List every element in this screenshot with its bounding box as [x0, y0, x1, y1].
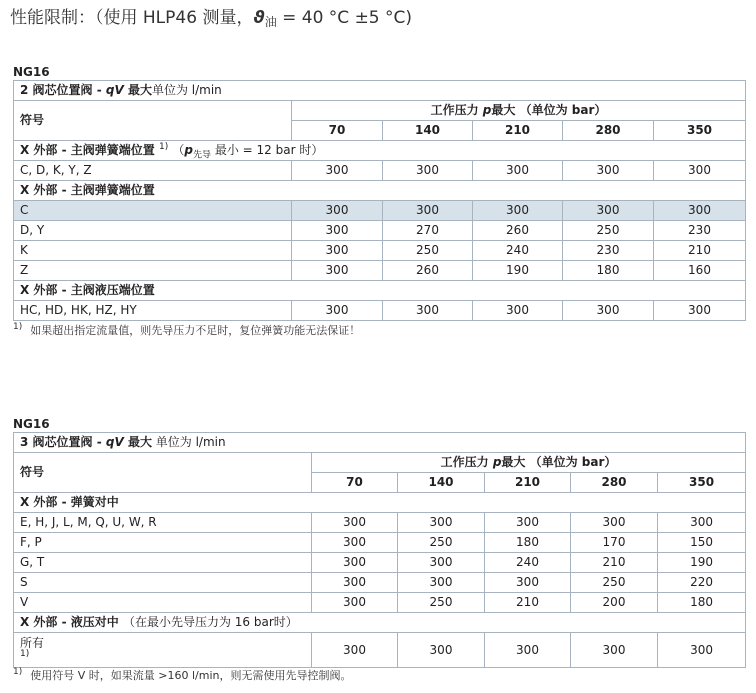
- pressure-column-header: 280: [571, 473, 658, 493]
- value-cell: 230: [563, 241, 654, 261]
- value-cell: 250: [398, 533, 485, 553]
- symbol-cell: G, T: [14, 553, 312, 573]
- value-cell: 300: [312, 593, 398, 613]
- table-row: [14, 301, 746, 321]
- group-header: X 外部 - 液压对中 （在最小先导压力为 16 bar时）: [14, 613, 746, 633]
- group-header: X 外部 - 主阀弹簧端位置: [14, 181, 746, 201]
- pressure-column-header: 350: [658, 473, 746, 493]
- performance-table-2-position: [13, 80, 746, 321]
- value-cell: 300: [563, 161, 654, 181]
- table-caption-row: [14, 433, 746, 453]
- table-row: [14, 633, 746, 668]
- value-cell: 170: [571, 533, 658, 553]
- value-cell: 210: [571, 553, 658, 573]
- value-cell: 210: [485, 593, 571, 613]
- value-cell: 300: [383, 161, 473, 181]
- table-row: [14, 161, 746, 181]
- value-cell: 220: [658, 573, 746, 593]
- value-cell: 300: [654, 301, 746, 321]
- symbol-cell: S: [14, 573, 312, 593]
- pressure-column-header: 350: [654, 121, 746, 141]
- table-row: [14, 553, 746, 573]
- value-cell: 300: [485, 573, 571, 593]
- value-cell: 300: [473, 301, 563, 321]
- pressure-column-header: 140: [398, 473, 485, 493]
- value-cell: 300: [383, 301, 473, 321]
- value-cell: 300: [312, 513, 398, 533]
- value-cell: 260: [383, 261, 473, 281]
- symbol-cell: D, Y: [14, 221, 292, 241]
- value-cell: 300: [312, 553, 398, 573]
- value-cell: 200: [571, 593, 658, 613]
- table-row: [14, 533, 746, 553]
- table-row-highlighted: [14, 201, 746, 221]
- pressure-header: 工作压力 p最大 （单位为 bar）: [292, 101, 746, 121]
- value-cell: 180: [658, 593, 746, 613]
- table-row: [14, 593, 746, 613]
- pressure-column-header: 70: [292, 121, 383, 141]
- ng16-size-label: NG16: [13, 417, 50, 431]
- table-row: [14, 241, 746, 261]
- symbol-cell: 所有 $^{1)}$: [14, 633, 312, 668]
- value-cell: 300: [658, 513, 746, 533]
- footnote: $^{1)}$ 使用符号 V 时，如果流量 >160 l/min，则无需使用先导控制阀。: [13, 667, 352, 682]
- value-cell: 180: [485, 533, 571, 553]
- symbol-header: 符号: [14, 101, 292, 141]
- pressure-column-header: 210: [473, 121, 563, 141]
- value-cell: 300: [292, 221, 383, 241]
- performance-table-3-position: [13, 432, 746, 668]
- symbol-cell: C, D, K, Y, Z: [14, 161, 292, 181]
- symbol-cell: K: [14, 241, 292, 261]
- value-cell: 300: [292, 241, 383, 261]
- table-caption-row: [14, 81, 746, 101]
- value-cell: 300: [292, 201, 383, 221]
- value-cell: 300: [292, 261, 383, 281]
- pressure-header: 工作压力 p最大 （单位为 bar）: [312, 453, 746, 473]
- value-cell: 300: [383, 201, 473, 221]
- value-cell: 190: [658, 553, 746, 573]
- symbol-cell: V: [14, 593, 312, 613]
- ng16-size-label: NG16: [13, 65, 50, 79]
- value-cell: 300: [292, 161, 383, 181]
- value-cell: 300: [571, 633, 658, 668]
- group-header: X 外部 - 主阀液压端位置: [14, 281, 746, 301]
- footnote: $^{1)}$ 如果超出指定流量值，则先导压力不足时，复位弹簧功能无法保证！: [13, 322, 361, 337]
- table-row: [14, 261, 746, 281]
- value-cell: 300: [312, 533, 398, 553]
- value-cell: 240: [485, 553, 571, 573]
- page-title: 性能限制：（使用 HLP46 测量，$ϑ_油 = 40$ °C ±5 °C): [10, 8, 413, 29]
- table-caption: 2 阀芯位置阀 - qV 最大单位为 l/min: [14, 81, 746, 101]
- table-row: [14, 513, 746, 533]
- value-cell: 210: [654, 241, 746, 261]
- value-cell: 250: [571, 573, 658, 593]
- value-cell: 250: [383, 241, 473, 261]
- symbol-cell: F, P: [14, 533, 312, 553]
- value-cell: 300: [658, 633, 746, 668]
- value-cell: 230: [654, 221, 746, 241]
- value-cell: 190: [473, 261, 563, 281]
- value-cell: 300: [398, 573, 485, 593]
- value-cell: 300: [563, 301, 654, 321]
- value-cell: 300: [654, 161, 746, 181]
- value-cell: 300: [563, 201, 654, 221]
- table-row: [14, 573, 746, 593]
- value-cell: 300: [571, 513, 658, 533]
- value-cell: 160: [654, 261, 746, 281]
- group-header: X 外部 - 弹簧对中: [14, 493, 746, 513]
- symbol-cell: HC, HD, HK, HZ, HY: [14, 301, 292, 321]
- value-cell: 300: [292, 301, 383, 321]
- value-cell: 240: [473, 241, 563, 261]
- value-cell: 250: [563, 221, 654, 241]
- value-cell: 270: [383, 221, 473, 241]
- value-cell: 260: [473, 221, 563, 241]
- symbol-cell: E, H, J, L, M, Q, U, W, R: [14, 513, 312, 533]
- value-cell: 300: [473, 201, 563, 221]
- value-cell: 300: [473, 161, 563, 181]
- table-caption: 3 阀芯位置阀 - qV 最大 单位为 l/min: [14, 433, 746, 453]
- value-cell: 300: [398, 553, 485, 573]
- symbol-header: 符号: [14, 453, 312, 493]
- pressure-column-header: 70: [312, 473, 398, 493]
- value-cell: 300: [312, 633, 398, 668]
- table-row: [14, 221, 746, 241]
- value-cell: 180: [563, 261, 654, 281]
- value-cell: 250: [398, 593, 485, 613]
- symbol-cell: C: [14, 201, 292, 221]
- value-cell: 150: [658, 533, 746, 553]
- pressure-column-header: 210: [485, 473, 571, 493]
- pressure-column-header: 140: [383, 121, 473, 141]
- symbol-cell: Z: [14, 261, 292, 281]
- group-header: X 外部 - 主阀弹簧端位置 $^{1)}$ （$p_{先导}$ 最小 = 12 bar 时）: [14, 141, 746, 161]
- value-cell: 300: [312, 573, 398, 593]
- value-cell: 300: [485, 633, 571, 668]
- value-cell: 300: [485, 513, 571, 533]
- pressure-column-header: 280: [563, 121, 654, 141]
- value-cell: 300: [654, 201, 746, 221]
- value-cell: 300: [398, 633, 485, 668]
- value-cell: 300: [398, 513, 485, 533]
